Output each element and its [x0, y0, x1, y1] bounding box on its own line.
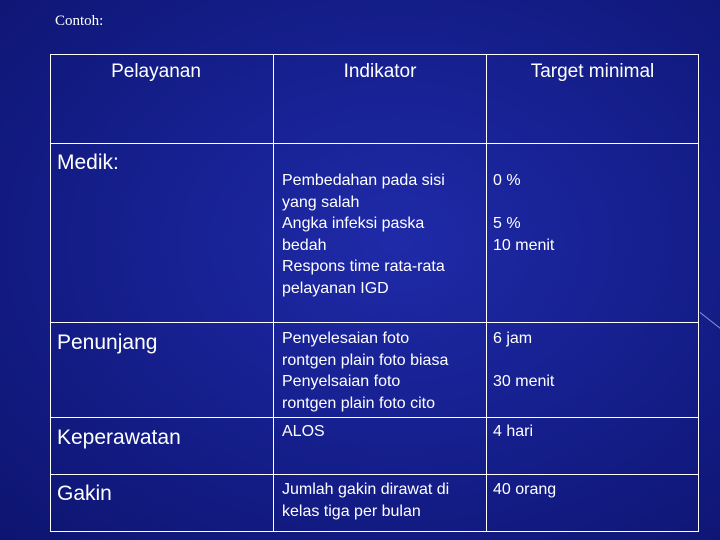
indicator-cell [274, 144, 487, 323]
indicator-line: Angka infeksi paska [282, 215, 425, 232]
indicator-line: ALOS [282, 423, 325, 440]
target-line: 30 menit [493, 373, 555, 390]
header-cell [51, 55, 274, 144]
decorative-line [700, 312, 720, 337]
indicator-line: yang salah [282, 193, 360, 211]
category-label: Medik: [57, 151, 119, 174]
target-line: 10 menit [493, 236, 555, 254]
target-line: 40 orang [493, 481, 557, 498]
indicator-cell [274, 418, 487, 475]
target-cell [487, 418, 699, 475]
target-line: 6 jam [493, 330, 533, 347]
indicator-line: Respons time rata-rata [282, 258, 445, 275]
table-row [51, 144, 699, 323]
header-indikator: Indikator [343, 61, 417, 82]
target-cell [487, 475, 699, 532]
indicator-line: kelas tiga per bulan [282, 502, 421, 520]
table-row [51, 475, 699, 532]
target-line: 5 % [493, 215, 521, 232]
indicator-line: Penyelesaian foto [282, 330, 410, 347]
category-cell [51, 144, 274, 323]
header-target-minimal: Target minimal [530, 61, 655, 82]
category-label: Gakin [57, 482, 112, 505]
indicator-line: Pembedahan pada sisi [282, 172, 445, 189]
target-cell [487, 323, 699, 418]
header-cell [274, 55, 487, 144]
target-line: 0 % [493, 172, 521, 189]
indicator-line: rontgen plain foto biasa [282, 351, 449, 369]
target-line: 4 hari [493, 423, 534, 440]
indicator-line: Penyelsaian foto [282, 373, 401, 390]
table-row [51, 418, 699, 475]
indicator-line: bedah [282, 236, 327, 254]
indicator-cell [274, 475, 487, 532]
category-cell [51, 323, 274, 418]
indicator-line: rontgen plain foto cito [282, 394, 435, 412]
category-cell [51, 418, 274, 475]
category-label: Penunjang [57, 331, 158, 354]
caption: Contoh: [55, 13, 104, 29]
indicator-line: pelayanan IGD [282, 279, 389, 297]
table-header-row [51, 55, 699, 144]
category-label: Keperawatan [57, 426, 181, 449]
service-target-table [50, 54, 699, 532]
target-cell [487, 144, 699, 323]
indicator-line: Jumlah gakin dirawat di [282, 481, 450, 498]
header-pelayanan: Pelayanan [111, 61, 201, 82]
header-cell [487, 55, 699, 144]
category-cell [51, 475, 274, 532]
indicator-cell [274, 323, 487, 418]
table-row [51, 323, 699, 418]
